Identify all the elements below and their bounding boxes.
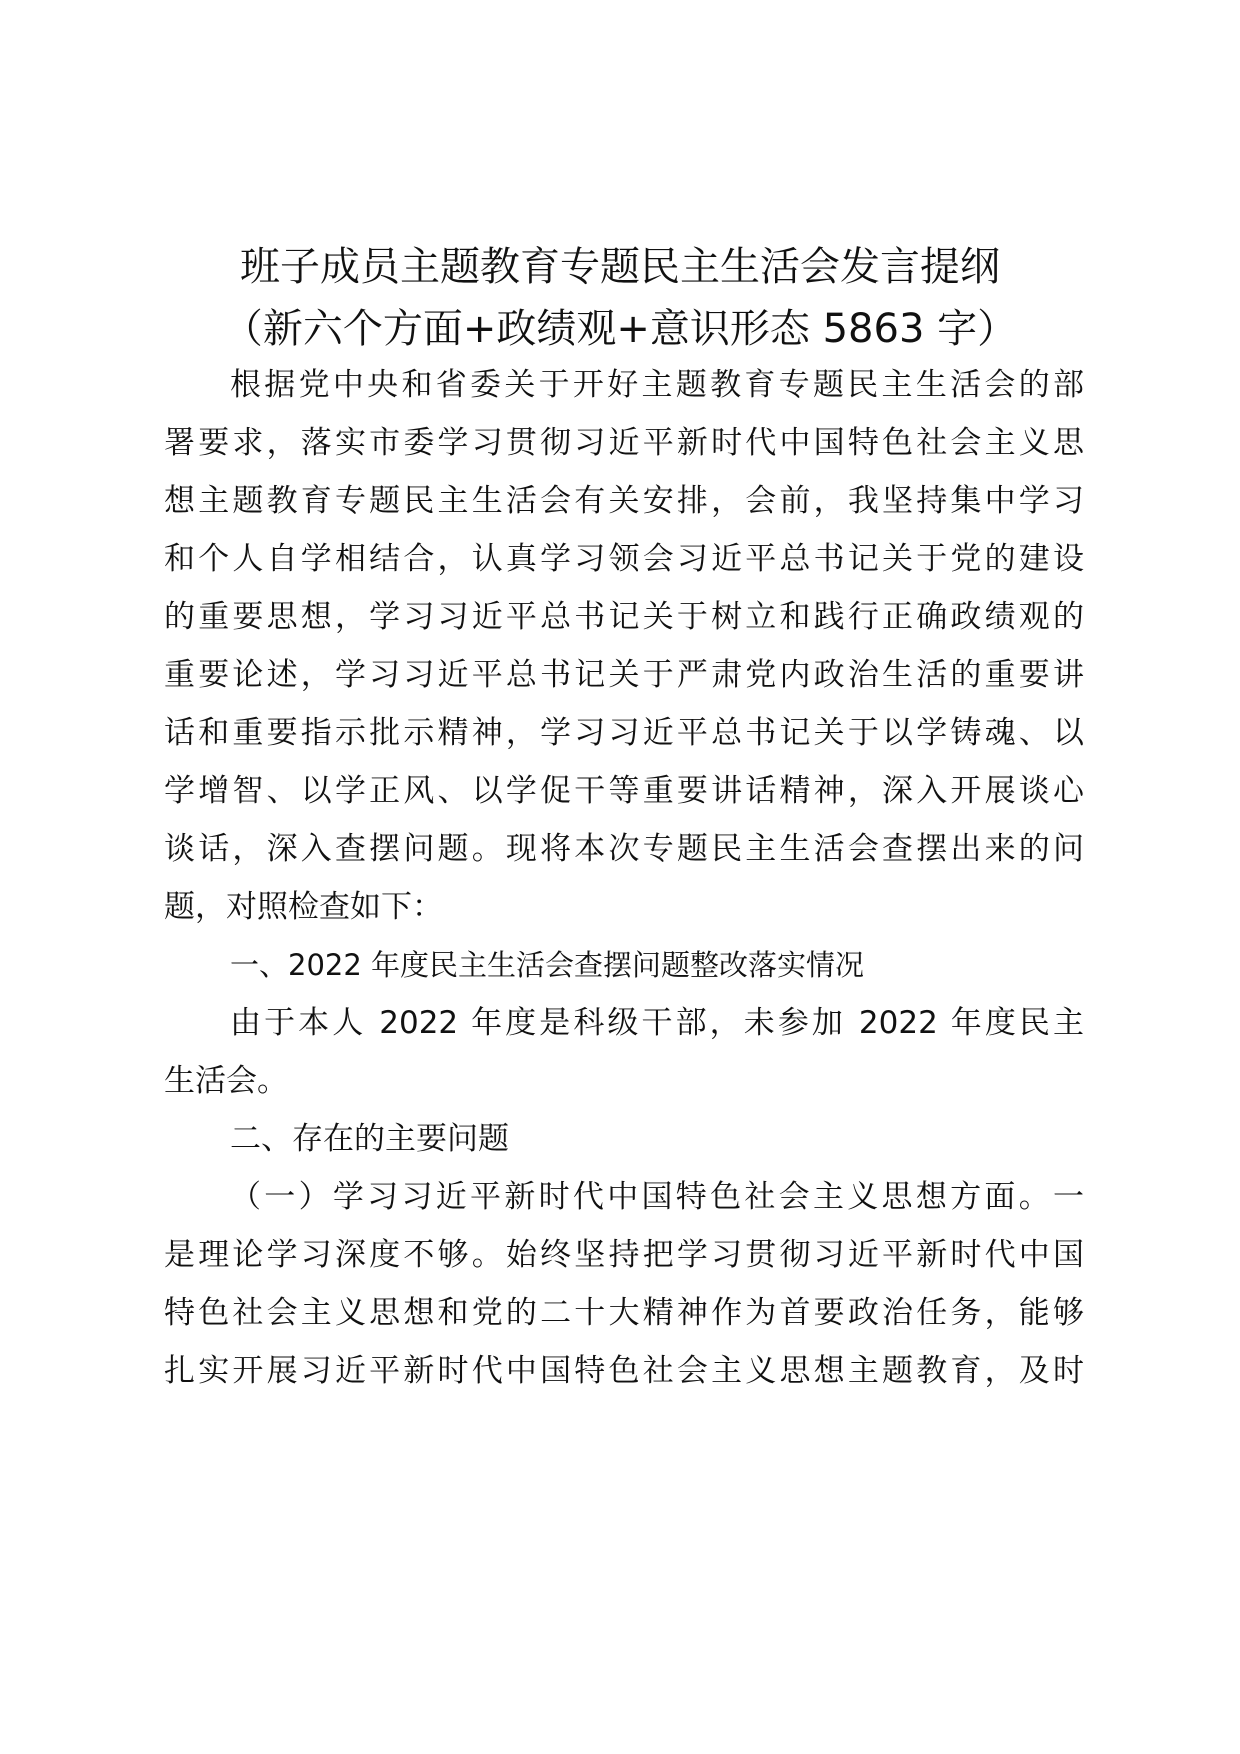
body-line: 特色社会主义思想和党的二十大精神作为首要政治任务，能够 — [164, 1295, 1084, 1331]
body-line: 重要论述，学习习近平总书记关于严肃党内政治生活的重要讲 — [164, 657, 1084, 693]
body-line: 的重要思想，学习习近平总书记关于树立和践行正确政绩观的 — [164, 599, 1084, 635]
body-line: 是理论学习深度不够。始终坚持把学习贯彻习近平新时代中国 — [164, 1237, 1084, 1273]
body-line: 话和重要指示批示精神，学习习近平总书记关于以学铸魂、以 — [164, 715, 1084, 751]
body-line: 生活会。 — [164, 1063, 288, 1099]
document-title-line-2: （新六个方面+政绩观+意识形态 5863 字） — [222, 306, 1018, 352]
section-heading-1: 一、2022 年度民主生活会查摆问题整改落实情况 — [230, 948, 865, 982]
document-title-line-1: 班子成员主题教育专题民主生活会发言提纲 — [240, 244, 1000, 290]
body-line: （一）学习习近平新时代中国特色社会主义思想方面。一 — [230, 1179, 1084, 1215]
body-line: 由于本人 2022 年度是科级干部，未参加 2022 年度民主 — [230, 1005, 1084, 1041]
body-line: 学增智、以学正风、以学促干等重要讲话精神，深入开展谈心 — [164, 773, 1084, 809]
body-line: 谈话，深入查摆问题。现将本次专题民主生活会查摆出来的问 — [164, 831, 1084, 867]
section-heading-2: 二、存在的主要问题 — [230, 1121, 509, 1157]
body-line: 题，对照检查如下： — [164, 889, 443, 925]
body-line: 署要求，落实市委学习贯彻习近平新时代中国特色社会主义思 — [164, 425, 1084, 461]
body-line: 根据党中央和省委关于开好主题教育专题民主生活会的部 — [230, 367, 1084, 403]
body-line: 扎实开展习近平新时代中国特色社会主义思想主题教育，及时 — [164, 1353, 1084, 1389]
body-line: 想主题教育专题民主生活会有关安排，会前，我坚持集中学习 — [164, 483, 1084, 519]
body-line: 和个人自学相结合，认真学习领会习近平总书记关于党的建设 — [164, 541, 1084, 577]
